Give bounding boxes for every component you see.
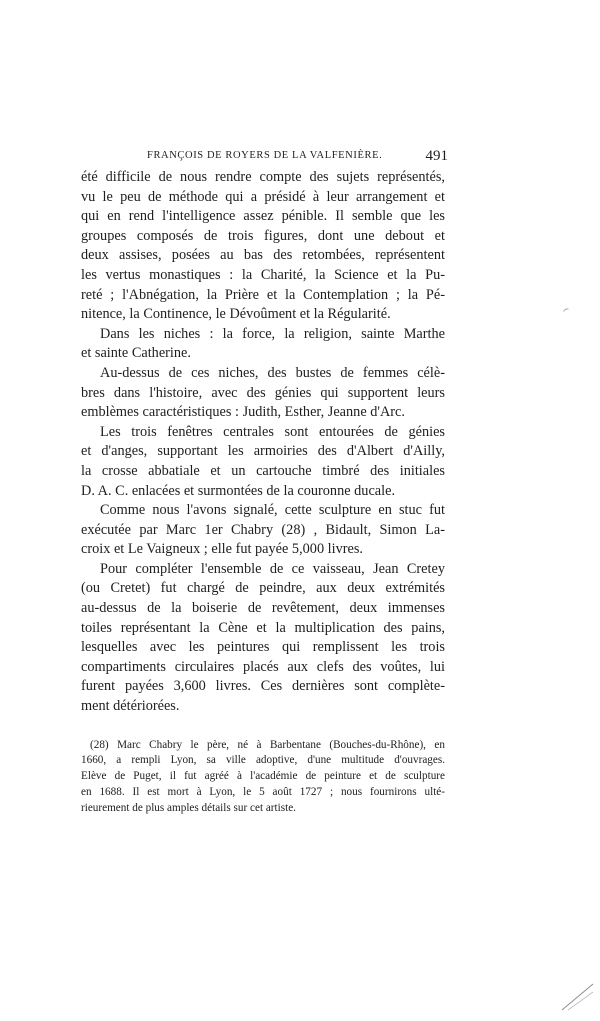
text-line: et d'anges, supportant les armoiries des d'Albert d'Ailly, — [81, 443, 445, 460]
text-line: Comme nous l'avons signalé, cette sculpture en stuc fut — [100, 502, 445, 519]
text-line: Pour compléter l'ensemble de ce vaisseau, Jean Cretey — [100, 560, 445, 577]
footnote — [81, 738, 445, 817]
text-line: Au-dessus de ces niches, des bustes de femmes célè- — [100, 364, 445, 381]
text-line: vu le peu de méthode qui a présidé à leur arrangement et — [81, 188, 445, 205]
text-line: emblèmes caractéristiques : Judith, Esther, Jeanne d'Arc. — [81, 404, 405, 421]
text-line: qui en rend l'intelligence assez pénible. Il semble que les — [81, 208, 445, 225]
text-line: Dans les niches : la force, la religion, sainte Marthe — [100, 325, 445, 342]
ink-speck — [563, 308, 569, 312]
footnote-line: Elève de Puget, il fut agréé à l'académie de peinture et de sculpture — [81, 770, 445, 783]
text-line: été difficile de nous rendre compte des sujets représentés, — [81, 169, 445, 185]
text-line: reté ; l'Abnégation, la Prière et la Contemplation ; la Pé- — [81, 286, 445, 303]
footnote-line: 1660, a rempli Lyon, sa ville adoptive, d'une multitude d'ouvrages. — [81, 754, 445, 767]
body-text — [81, 168, 445, 717]
footnote-line: (28) Marc Chabry le père, né à Barbentane (Bouches-du-Rhône), en — [90, 738, 445, 751]
text-line: (ou Cretet) fut chargé de peindre, aux deux extrémités — [81, 580, 445, 597]
text-line: lesquelles avec les peintures qui remplissent les trois — [81, 639, 445, 656]
text-line: furent payées 3,600 livres. Ces dernières sont complète- — [81, 678, 445, 695]
text-line: ment détériorées. — [81, 698, 180, 715]
footnote-line: rieurement de plus amples détails sur cet artiste. — [81, 801, 296, 814]
text-line: nitence, la Continence, le Dévoûment et la Régularité. — [81, 306, 391, 323]
text-line: toiles représentant la Cène et la multiplication des pains, — [81, 619, 445, 636]
text-line: deux assises, posées au bas des retombées, représentent — [81, 247, 445, 264]
footnote-line: en 1688. Il est mort à Lyon, le 5 août 1727 ; nous fournirons ulté- — [81, 786, 445, 799]
text-line: compartiments circulaires placés aux clefs des voûtes, lui — [81, 658, 445, 675]
text-line: au-dessus de la boiserie de revêtement, deux immenses — [81, 600, 445, 617]
running-head: FRANÇOIS DE ROYERS DE LA VALFENIÈRE. — [147, 150, 383, 161]
text-line: D. A. C. enlacées et surmontées de la couronne ducale. — [81, 482, 396, 499]
book-page — [81, 148, 448, 817]
text-line: la crosse abbatiale et un cartouche timbré des initiales — [81, 462, 445, 479]
text-line: les vertus monastiques : la Charité, la Science et la Pu- — [81, 266, 445, 283]
text-line: exécutée par Marc 1er Chabry (28) , Bidault, Simon La- — [81, 521, 445, 538]
page-number: 491 — [425, 148, 448, 164]
text-line: groupes composés de trois figures, dont une debout et — [81, 227, 445, 244]
text-line: croix et Le Vaigneux ; elle fut payée 5,000 livres. — [81, 541, 364, 558]
text-line: bres dans l'histoire, avec des génies qui supportent leurs — [81, 384, 445, 401]
page-header — [81, 148, 448, 168]
text-line: et sainte Catherine. — [81, 345, 191, 362]
page-corner-mark — [560, 980, 596, 1012]
text-line: Les trois fenêtres centrales sont entourées de génies — [100, 423, 445, 440]
